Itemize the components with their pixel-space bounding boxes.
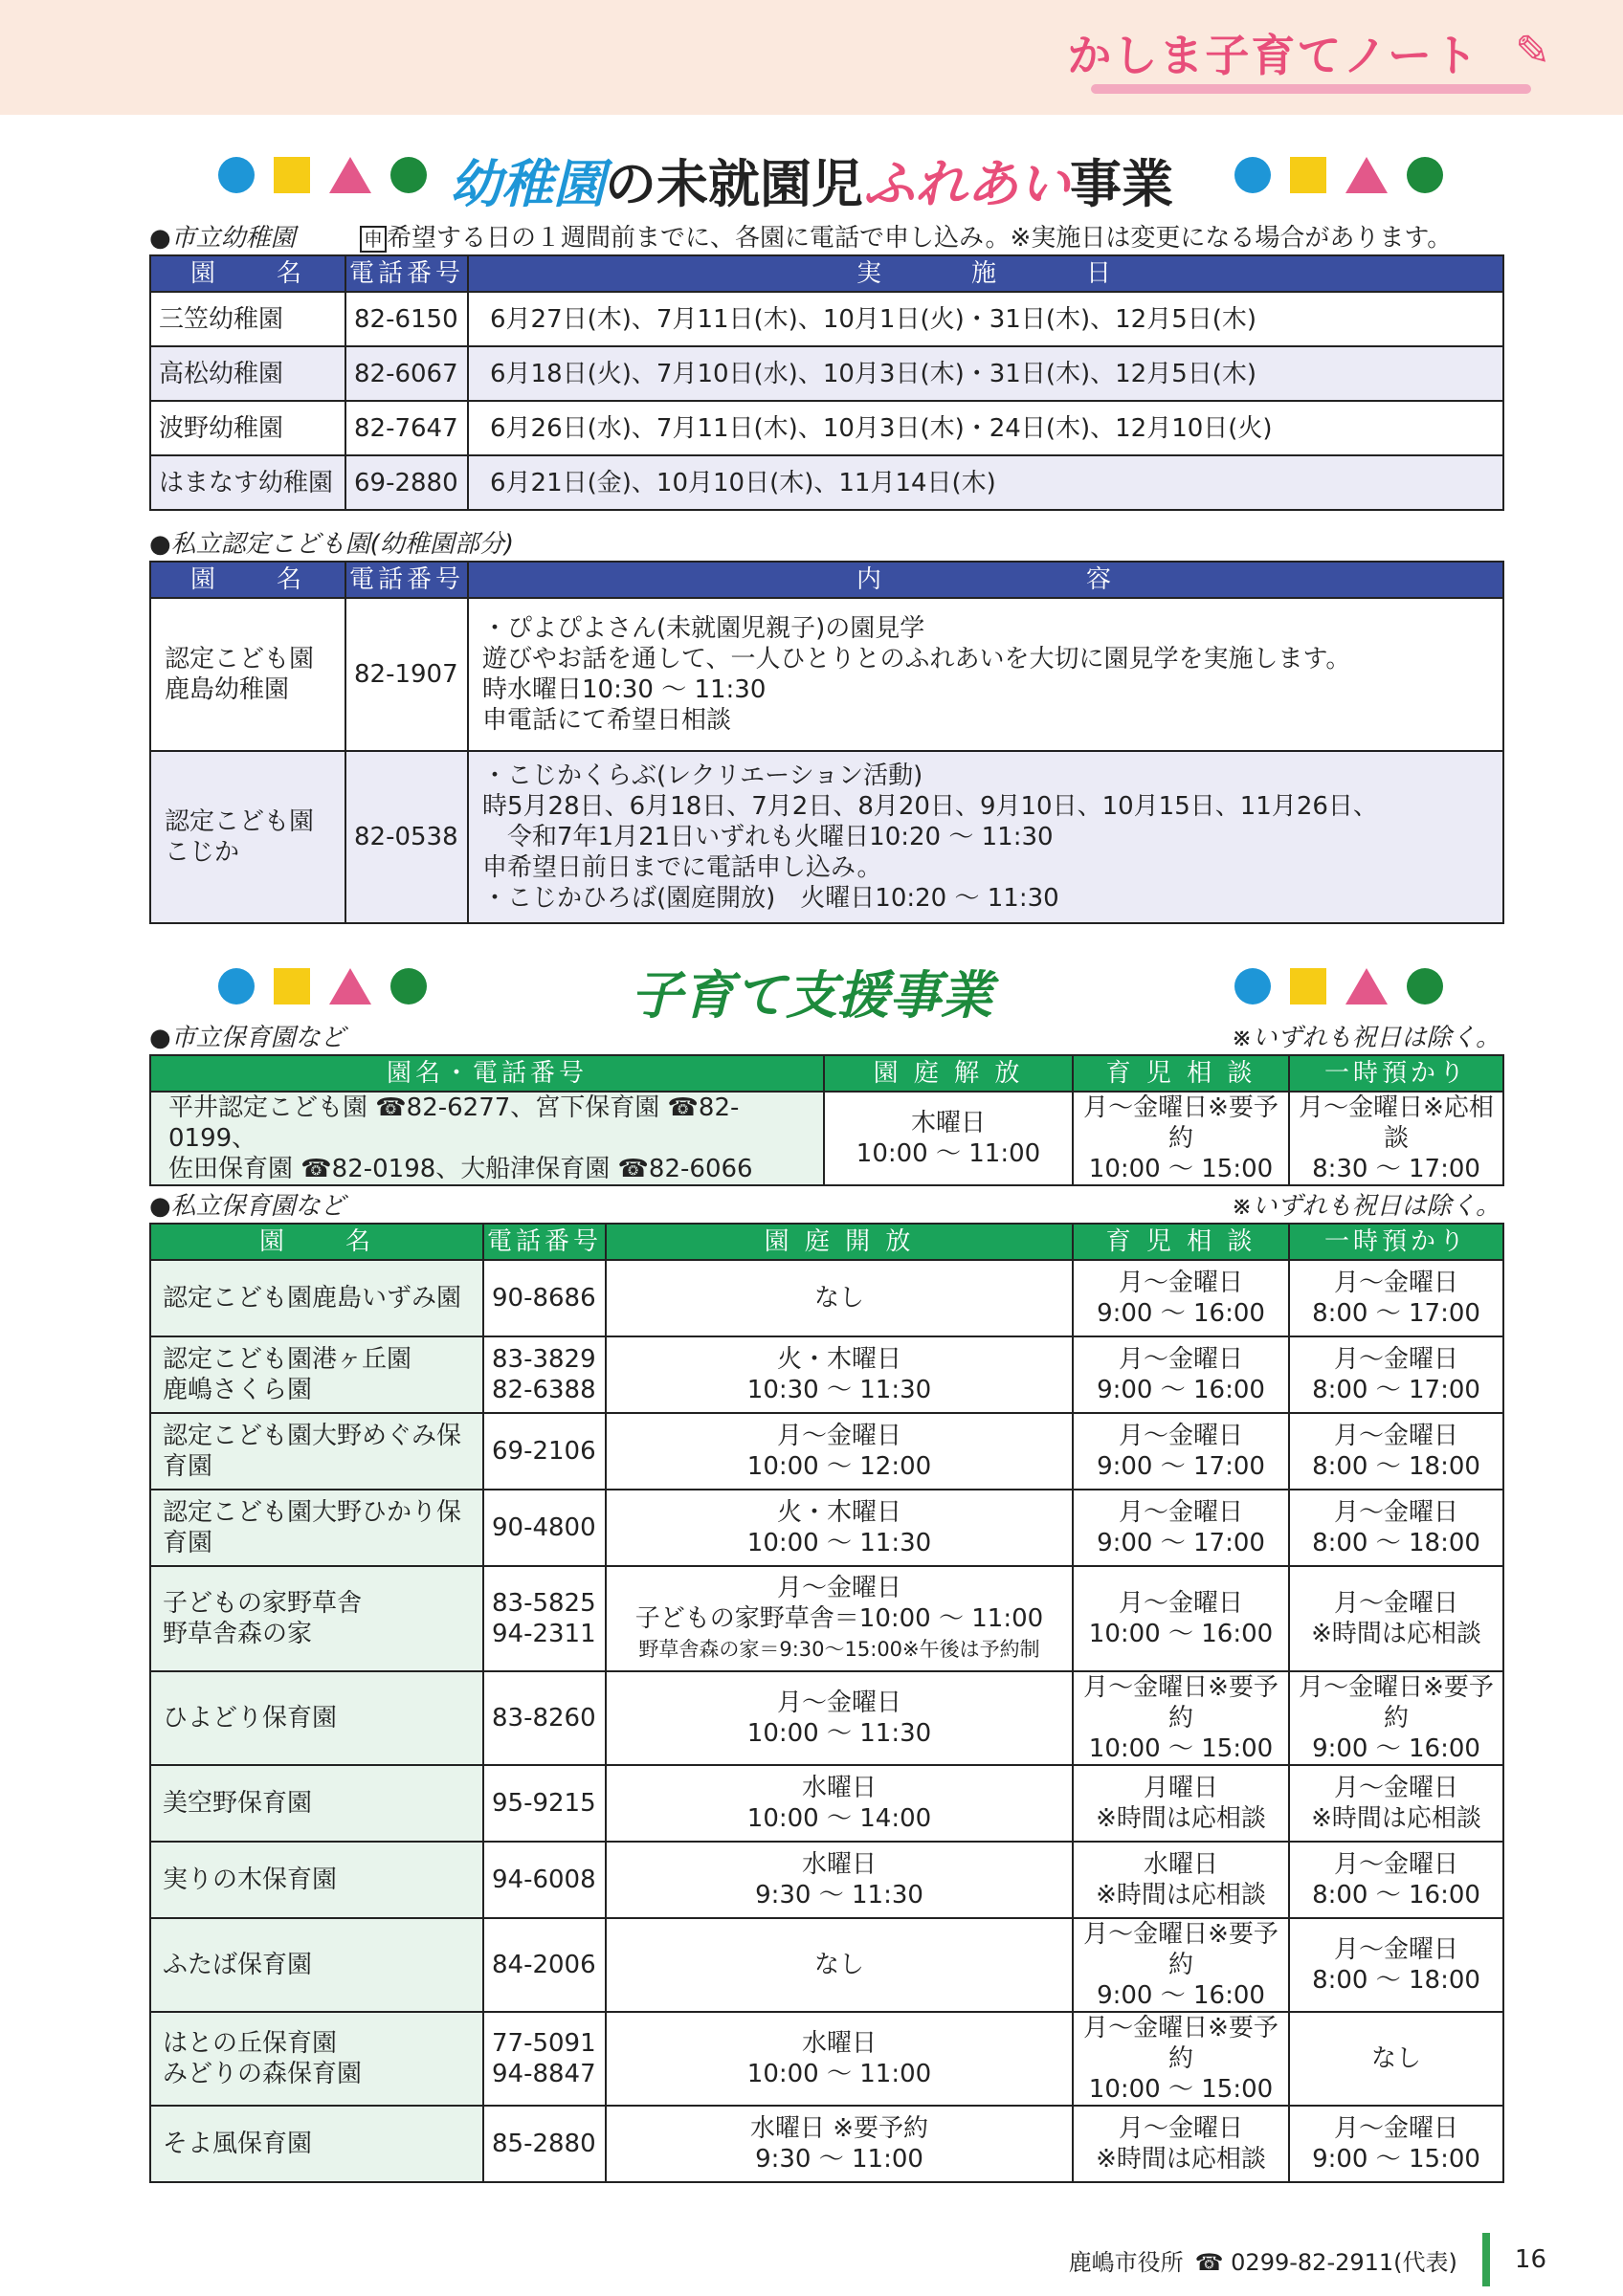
kinder-name: はまなす幼稚園 — [150, 455, 345, 510]
consultation-line: 10:00 ～ 16:00 — [1088, 1620, 1274, 1648]
green-circle-icon — [1407, 968, 1443, 1004]
table-header-row — [150, 1055, 1503, 1092]
nursery-tel — [483, 2106, 606, 2182]
table-row — [150, 1092, 1503, 1185]
kinder-tel: 82-6150 — [345, 292, 468, 346]
yard-open-line: 水曜日 — [801, 2029, 877, 2058]
municipal-kinder-label: ●市立幼稚園 — [149, 224, 296, 253]
yard-open — [606, 1413, 1073, 1490]
consultation-line: ※時間は応相談 — [1096, 2145, 1266, 2174]
kinder-name: 三笠幼稚園 — [150, 292, 345, 346]
kinder-name: 認定こども園 こじか — [150, 751, 345, 923]
temporary-care-line: 8:00 ～ 18:00 — [1312, 1529, 1480, 1557]
table-row — [150, 1260, 1503, 1336]
consultation-line: 9:00 ～ 16:00 — [1097, 1299, 1265, 1328]
consultation: 月～金曜日※要予約 10:00 ～ 15:00 — [1073, 1092, 1289, 1185]
nursery-name-line: 美空野保育園 — [163, 1789, 313, 1818]
private-nursery-label: ●私立保育園など — [149, 1192, 345, 1221]
temporary-care — [1289, 1671, 1503, 1765]
yard-open — [606, 2012, 1073, 2106]
kinder-name: 認定こども園 鹿島幼稚園 — [150, 598, 345, 751]
table-row — [150, 2012, 1503, 2106]
nursery-tel — [483, 1260, 606, 1336]
nursery-tel — [483, 1671, 606, 1765]
nursery-name-line: 認定こども園鹿島いずみ園 — [163, 1284, 462, 1313]
table-row — [150, 1671, 1503, 1765]
yard-open-line: 10:00 ～ 12:00 — [746, 1452, 932, 1481]
nursery-name-line: 認定こども園港ヶ丘園 — [163, 1345, 412, 1374]
nursery-tel — [483, 1842, 606, 1918]
consultation-line: 月～金曜日 — [1118, 1269, 1243, 1297]
nursery-name — [150, 1260, 483, 1336]
nursery-tel-line: 95-9215 — [492, 1789, 596, 1818]
temporary-care-line: なし — [1370, 2044, 1421, 2073]
col-header-consult: 育 児 相 談 — [1073, 1055, 1289, 1092]
nursery-tel-line: 90-4800 — [492, 1513, 596, 1542]
kinder-dates: 6月21日(金)、10月10日(木)、11月14日(木) — [468, 455, 1503, 510]
yard-open-line: 月～金曜日 — [776, 1574, 901, 1602]
temporary-care — [1289, 1413, 1503, 1490]
temporary-care-line: 8:00 ～ 18:00 — [1312, 1452, 1480, 1481]
consultation-line: 9:00 ～ 17:00 — [1097, 1452, 1265, 1481]
yard-open-line: なし — [813, 1951, 864, 1979]
col-header-yard: 園 庭 解 放 — [824, 1055, 1073, 1092]
consultation — [1073, 1842, 1289, 1918]
municipal-kinder-note: 申 希望する日の１週間前までに、各園に電話で申し込み。※実施日は変更になる場合があります。 — [360, 218, 1452, 254]
kinder-tel: 82-6067 — [345, 346, 468, 401]
temporary-care-line: ※時間は応相談 — [1311, 1804, 1481, 1833]
consultation — [1073, 2106, 1289, 2182]
yard-open-line: 子どもの家野草舎＝10:00 ～ 11:00 — [634, 1604, 1044, 1633]
nursery-name-line: 子どもの家野草舎 — [163, 1589, 363, 1618]
nursery-name — [150, 1413, 483, 1490]
section-title-kinder: 幼稚園の未就園児ふれあい事業 — [450, 154, 1173, 214]
consultation — [1073, 1336, 1289, 1413]
consultation — [1073, 1490, 1289, 1566]
kinder-tel: 82-0538 — [345, 751, 468, 923]
municipal-kinder-table — [149, 254, 1504, 511]
pink-triangle-icon — [1345, 157, 1388, 193]
nursery-tel-line: 77-5091 — [492, 2029, 596, 2058]
yard-open-line: 水曜日 — [801, 1774, 877, 1802]
temporary-care-line: 月～金曜日 — [1333, 1589, 1458, 1618]
decor-shapes-right-2 — [1234, 968, 1443, 1004]
kinder-content: ・ぴよぴよさん(未就園児親子)の園見学 遊びやお話を通して、一人ひとりとのふれあいを大切に園見学を実施します。 時水曜日10:30 ～ 11:30 申電話にて希望日相談 — [468, 598, 1503, 751]
nursery-tel-line: 90-8686 — [492, 1284, 596, 1313]
yard-open — [606, 1490, 1073, 1566]
consultation-line: 月～金曜日 — [1118, 1498, 1243, 1527]
nursery-tel-line: 83-5825 — [492, 1589, 596, 1618]
consultation-line: 月～金曜日 — [1118, 1422, 1243, 1450]
col-header-yard: 園 庭 開 放 — [606, 1224, 1073, 1260]
nursery-tel — [483, 1765, 606, 1842]
temporary-care — [1289, 1566, 1503, 1671]
consultation-line: 月～金曜日 — [1118, 2114, 1243, 2143]
private-kinder-table — [149, 561, 1504, 924]
blue-circle-icon — [1234, 968, 1271, 1004]
nursery-name-line: 鹿嶋さくら園 — [163, 1376, 313, 1404]
yard-open — [606, 1336, 1073, 1413]
col-header-consult: 育 児 相 談 — [1073, 1224, 1289, 1260]
consultation — [1073, 1413, 1289, 1490]
nursery-name — [150, 1765, 483, 1842]
table-row — [150, 1765, 1503, 1842]
nursery-tel — [483, 1413, 606, 1490]
yard-open-line: 9:30 ～ 11:30 — [755, 1881, 923, 1910]
nursery-name-line: 認定こども園大野ひかり保育園 — [163, 1498, 462, 1557]
table-row — [150, 2106, 1503, 2182]
yard-open-line: なし — [813, 1284, 864, 1313]
temporary-care-line: ※時間は応相談 — [1311, 1620, 1481, 1648]
yard-open-line: 10:00 ～ 11:00 — [746, 2060, 932, 2088]
consultation-line: 月～金曜日 — [1118, 1589, 1243, 1618]
col-header-name: 園 名 — [150, 1224, 483, 1260]
nursery-name-line: はとの丘保育園 — [163, 2029, 338, 2058]
consultation — [1073, 1765, 1289, 1842]
temporary-care-line: 月～金曜日 — [1333, 1345, 1458, 1374]
yard-open-line: 月～金曜日 — [776, 1689, 901, 1717]
nursery-name — [150, 1918, 483, 2012]
nursery-name — [150, 1336, 483, 1413]
temporary-care-line: 8:00 ～ 16:00 — [1312, 1881, 1480, 1910]
consultation-line: 9:00 ～ 16:00 — [1097, 1981, 1265, 2010]
table-row — [150, 1842, 1503, 1918]
nursery-name — [150, 2012, 483, 2106]
table-row — [150, 598, 1503, 751]
consultation — [1073, 1918, 1289, 2012]
table-header-row — [150, 255, 1503, 292]
nursery-tel-line: 94-8847 — [492, 2060, 596, 2088]
kinder-tel: 69-2880 — [345, 455, 468, 510]
consultation-line: 月～金曜日 — [1118, 1345, 1243, 1374]
nursery-name-line: ふたば保育園 — [163, 1951, 313, 1979]
nursery-name — [150, 1842, 483, 1918]
yard-open — [606, 1566, 1073, 1671]
consultation-line: 水曜日 — [1143, 1850, 1218, 1879]
col-header-temp: 一時預かり — [1289, 1055, 1503, 1092]
col-header-tel: 電話番号 — [345, 255, 468, 292]
temporary-care-line: 月～金曜日※要予約 — [1299, 1673, 1494, 1733]
temporary-care — [1289, 1842, 1503, 1918]
yard-open: 木曜日 10:00 ～ 11:00 — [824, 1092, 1073, 1185]
footer — [1069, 2233, 1546, 2286]
consultation-line: 10:00 ～ 15:00 — [1088, 2075, 1274, 2104]
temporary-care — [1289, 2106, 1503, 2182]
yard-open-line: 水曜日 ※要予約 — [749, 2114, 929, 2143]
temporary-care-line: 月～金曜日 — [1333, 1850, 1458, 1879]
table-row — [150, 401, 1503, 455]
kinder-dates: 6月27日(木)、7月11日(木)、10月1日(火)・31日(木)、12月5日(木) — [468, 292, 1503, 346]
nursery-name — [150, 1566, 483, 1671]
temporary-care-line: 8:00 ～ 17:00 — [1312, 1376, 1480, 1404]
yard-open-line: 10:30 ～ 11:30 — [746, 1376, 932, 1404]
consultation-line: 9:00 ～ 16:00 — [1097, 1376, 1265, 1404]
nursery-name-line: みどりの森保育園 — [163, 2060, 363, 2088]
temporary-care-line: 月～金曜日 — [1333, 1269, 1458, 1297]
table-row — [150, 751, 1503, 923]
nursery-names: 平井認定こども園 ☎82-6277、宮下保育園 ☎82-0199、 佐田保育園 ☎82-0198、大船津保育園 ☎82-6066 — [150, 1092, 824, 1185]
nursery-name-line: そよ風保育園 — [163, 2130, 313, 2158]
table-row — [150, 455, 1503, 510]
yard-open-line: 野草舎森の家＝9:30～15:00※午後は予約制 — [638, 1638, 1040, 1661]
yard-open-line: 10:00 ～ 11:30 — [746, 1529, 932, 1557]
nursery-tel-line: 84-2006 — [492, 1951, 596, 1979]
pencil-icon: ✎ — [1515, 27, 1550, 76]
col-header-dates: 実 施 日 — [468, 255, 1503, 292]
yard-open — [606, 1765, 1073, 1842]
nursery-tel — [483, 1490, 606, 1566]
pink-triangle-icon — [1345, 968, 1388, 1004]
nursery-tel-line: 82-6388 — [492, 1376, 596, 1404]
nursery-name — [150, 1671, 483, 1765]
temporary-care-line: 9:00 ～ 16:00 — [1312, 1734, 1480, 1763]
section-title-support: 子育て支援事業 — [631, 965, 992, 1026]
temporary-care — [1289, 1336, 1503, 1413]
temporary-care-line: 月～金曜日 — [1333, 1422, 1458, 1450]
consultation-line: 10:00 ～ 15:00 — [1088, 1734, 1274, 1763]
green-circle-icon — [1407, 157, 1443, 193]
yard-open — [606, 1918, 1073, 2012]
private-kinder-label: ●私立認定こども園(幼稚園部分) — [149, 530, 514, 559]
temporary-care — [1289, 1765, 1503, 1842]
kinder-tel: 82-7647 — [345, 401, 468, 455]
temporary-care-line: 月～金曜日 — [1333, 2114, 1458, 2143]
col-header-tel: 電話番号 — [483, 1224, 606, 1260]
yellow-square-icon — [1290, 968, 1326, 1004]
table-row — [150, 1918, 1503, 2012]
table-row — [150, 1566, 1503, 1671]
temporary-care-line: 月～金曜日 — [1333, 1935, 1458, 1964]
brand-title: かしま子育てノート — [1067, 30, 1479, 81]
consultation-line: 月～金曜日※要予約 — [1083, 2014, 1278, 2073]
yard-open-line: 10:00 ～ 11:30 — [746, 1719, 932, 1748]
table-header-row — [150, 1224, 1503, 1260]
nursery-name — [150, 1490, 483, 1566]
phone-number: ☎ 0299-82-2911(代表) — [1194, 2248, 1457, 2276]
temporary-care — [1289, 1260, 1503, 1336]
municipal-nursery-table — [149, 1054, 1504, 1186]
nursery-tel-line: 94-6008 — [492, 1866, 596, 1894]
kinder-tel: 82-1907 — [345, 598, 468, 751]
consultation-line: 9:00 ～ 17:00 — [1097, 1529, 1265, 1557]
kinder-name: 波野幼稚園 — [150, 401, 345, 455]
table-row — [150, 346, 1503, 401]
yard-open-line: 水曜日 — [801, 1850, 877, 1879]
nursery-tel-line: 85-2880 — [492, 2130, 596, 2158]
kinder-name: 高松幼稚園 — [150, 346, 345, 401]
nursery-tel — [483, 1566, 606, 1671]
nursery-name-line: 認定こども園大野めぐみ保育園 — [163, 1422, 462, 1481]
yard-open-line: 火・木曜日 — [776, 1498, 901, 1527]
table-row — [150, 1336, 1503, 1413]
page-number: 16 — [1514, 2245, 1546, 2274]
temporary-care — [1289, 1490, 1503, 1566]
temporary-care-line: 8:00 ～ 18:00 — [1312, 1966, 1480, 1995]
consultation-line: ※時間は応相談 — [1096, 1881, 1266, 1910]
nursery-name-line: 野草舎森の家 — [163, 1620, 313, 1648]
yellow-square-icon — [1290, 157, 1326, 193]
temporary-care-line: 9:00 ～ 15:00 — [1312, 2145, 1480, 2174]
nursery-tel-line: 83-8260 — [492, 1704, 596, 1733]
consultation — [1073, 1566, 1289, 1671]
temporary-care — [1289, 1918, 1503, 2012]
yard-open — [606, 2106, 1073, 2182]
table-row — [150, 1413, 1503, 1490]
temporary-care-line: 月～金曜日 — [1333, 1498, 1458, 1527]
consultation-line: 月～金曜日※要予約 — [1083, 1920, 1278, 1979]
col-header-names: 園名・電話番号 — [150, 1055, 824, 1092]
nursery-tel — [483, 1336, 606, 1413]
consultation — [1073, 2012, 1289, 2106]
municipal-nursery-label: ●市立保育園など — [149, 1024, 345, 1052]
decor-shapes-right-1 — [1234, 157, 1443, 193]
nursery-tel-line: 94-2311 — [492, 1620, 596, 1648]
yard-open — [606, 1671, 1073, 1765]
yard-open-line: 火・木曜日 — [776, 1345, 901, 1374]
consultation-line: ※時間は応相談 — [1096, 1804, 1266, 1833]
consultation-line: 月曜日 — [1143, 1774, 1218, 1802]
yard-open-line: 10:00 ～ 14:00 — [746, 1804, 932, 1833]
consultation — [1073, 1260, 1289, 1336]
yard-open — [606, 1842, 1073, 1918]
yard-open-line: 9:30 ～ 11:00 — [755, 2145, 923, 2174]
nursery-tel-line: 83-3829 — [492, 1345, 596, 1374]
nursery-name-line: ひよどり保育園 — [163, 1704, 338, 1733]
office-name: 鹿嶋市役所 — [1068, 2248, 1184, 2276]
kinder-dates: 6月18日(火)、7月10日(水)、10月3日(木)・31日(木)、12月5日(木) — [468, 346, 1503, 401]
temporary-care-line: 月～金曜日 — [1333, 1774, 1458, 1802]
col-header-temp: 一時預かり — [1289, 1224, 1503, 1260]
consultation-line: 月～金曜日※要予約 — [1083, 1673, 1278, 1733]
col-header-tel: 電話番号 — [345, 562, 468, 598]
table-row — [150, 292, 1503, 346]
table-row — [150, 1490, 1503, 1566]
consultation — [1073, 1671, 1289, 1765]
temporary-care-line: 8:00 ～ 17:00 — [1312, 1299, 1480, 1328]
private-nursery-table — [149, 1223, 1504, 2183]
brand-underline — [1091, 84, 1531, 94]
col-header-name: 園 名 — [150, 562, 345, 598]
footer-bar — [1482, 2233, 1490, 2286]
temporary-care — [1289, 2012, 1503, 2106]
municipal-nursery-holiday-note: ※いずれも祝日は除く。 — [1231, 1024, 1501, 1052]
col-header-content: 内 容 — [468, 562, 1503, 598]
table-header-row — [150, 562, 1503, 598]
kinder-dates: 6月26日(水)、7月11日(木)、10月3日(木)・24日(木)、12月10日(火) — [468, 401, 1503, 455]
nursery-name — [150, 2106, 483, 2182]
private-nursery-holiday-note: ※いずれも祝日は除く。 — [1231, 1192, 1501, 1221]
nursery-name-line: 実りの木保育園 — [163, 1866, 338, 1894]
nursery-tel-line: 69-2106 — [492, 1437, 596, 1466]
yard-open — [606, 1260, 1073, 1336]
kinder-content: ・こじかくらぶ(レクリエーション活動) 時5月28日、6月18日、7月2日、8月20日、9月10日、10月15日、11月26日、 令和7年1月21日いずれも火曜日10:20 ～ 11:30 申希望日前日までに電話申し込み。 ・こじかひろば(園庭開放) 火曜日10:20 ～ 11:30 — [468, 751, 1503, 923]
blue-circle-icon — [1234, 157, 1271, 193]
yard-open-line: 月～金曜日 — [776, 1422, 901, 1450]
temporary-care: 月～金曜日※応相談 8:30 ～ 17:00 — [1289, 1092, 1503, 1185]
col-header-name: 園 名 — [150, 255, 345, 292]
nursery-tel — [483, 1918, 606, 2012]
nursery-tel — [483, 2012, 606, 2106]
